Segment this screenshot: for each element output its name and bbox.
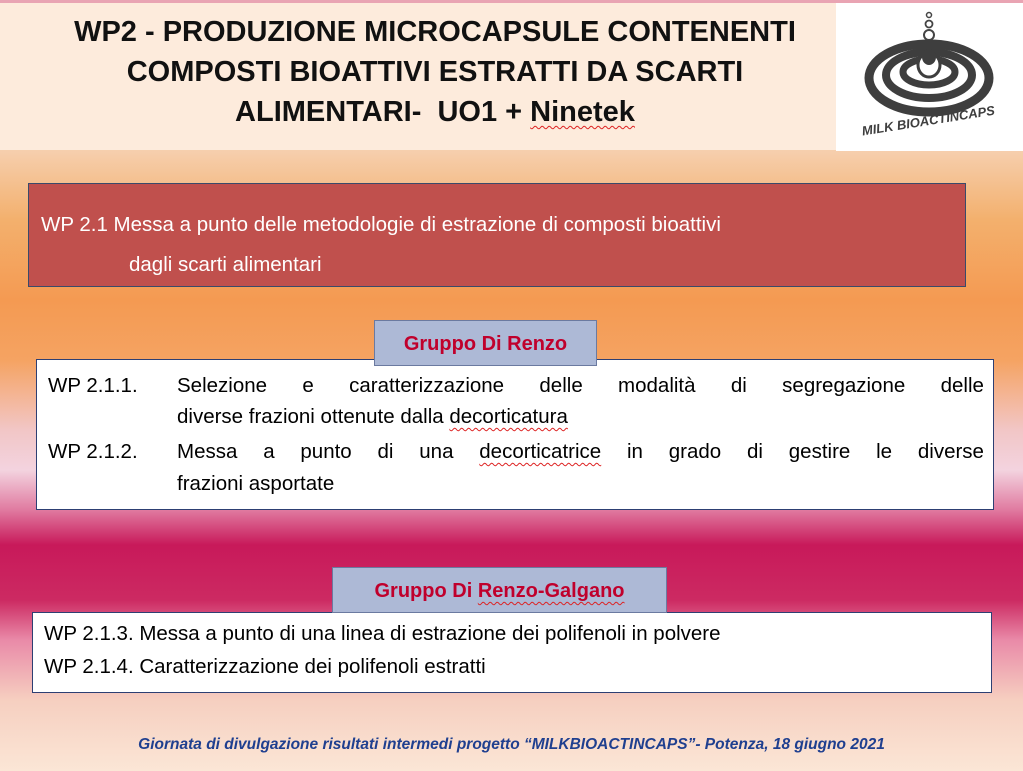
group1-label: Gruppo Di Renzo [374, 320, 597, 366]
logo-text: MILK BIOACTINCAPS [860, 102, 996, 139]
word: delle [940, 374, 984, 397]
milk-bioactincaps-logo [836, 3, 1023, 151]
word: Selezione [177, 374, 268, 397]
title-ninetek: Ninetek [530, 96, 635, 128]
word-decorticatrice: decorticatrice [479, 440, 602, 463]
group2-label-renzo-galgano: Renzo-Galgano [477, 580, 625, 602]
wp214-line: WP 2.1.4. Caratterizzazione dei polifenoli estratti [44, 655, 486, 678]
word: una [419, 440, 454, 463]
word: e [302, 374, 314, 397]
word: le [876, 440, 893, 463]
word: modalità [618, 374, 696, 397]
word: di [730, 374, 747, 397]
title-line-3-text: ALIMENTARI- UO1 + [235, 96, 531, 128]
word: diverse [917, 440, 984, 463]
wp211-line-1 [177, 374, 984, 398]
group2-label [332, 567, 667, 613]
word: caratterizzazione [349, 374, 505, 397]
wp213-line: WP 2.1.3. Messa a punto di una linea di estrazione dei polifenoli in polvere [44, 622, 721, 645]
wp21-line-1: WP 2.1 Messa a punto delle metodologie di estrazione di composti bioattivi [41, 213, 721, 236]
wp211-line-2 [177, 405, 568, 429]
wp21-box [28, 183, 966, 287]
word: delle [539, 374, 583, 397]
word: in [627, 440, 643, 463]
wp211-row [48, 374, 984, 404]
wp212-number: WP 2.1.2. [48, 440, 138, 463]
word: a [263, 440, 275, 463]
word: di [377, 440, 394, 463]
wp211-decorticatura: decorticatura [449, 405, 568, 428]
word: segregazione [782, 374, 906, 397]
word: grado [668, 440, 722, 463]
word: di [747, 440, 763, 463]
word: punto [300, 440, 352, 463]
group1-box [36, 359, 994, 510]
wp21-line-2: dagli scarti alimentari [129, 253, 322, 276]
milk-drop-ripple-icon [836, 3, 1023, 151]
group2-label-text: Gruppo Di [374, 580, 478, 602]
wp212-line-1 [177, 440, 984, 464]
footer-caption: Giornata di divulgazione risultati intermedi progetto “MILKBIOACTINCAPS”- Potenza, 18 giugno 2021 [138, 736, 885, 753]
wp212-row [48, 440, 984, 470]
title-line-1: WP2 - PRODUZIONE MICROCAPSULE CONTENENTI [74, 16, 796, 48]
word: gestire [788, 440, 851, 463]
word: Messa [177, 440, 238, 463]
wp211-line-2-text: diverse frazioni ottenute dalla [177, 405, 450, 428]
slide-title [30, 12, 840, 132]
wp212-line-2: frazioni asportate [177, 472, 335, 495]
title-line-3 [30, 92, 840, 132]
wp211-number: WP 2.1.1. [48, 374, 138, 397]
title-line-2: COMPOSTI BIOATTIVI ESTRATTI DA SCARTI [126, 56, 744, 88]
group2-box [32, 612, 992, 693]
